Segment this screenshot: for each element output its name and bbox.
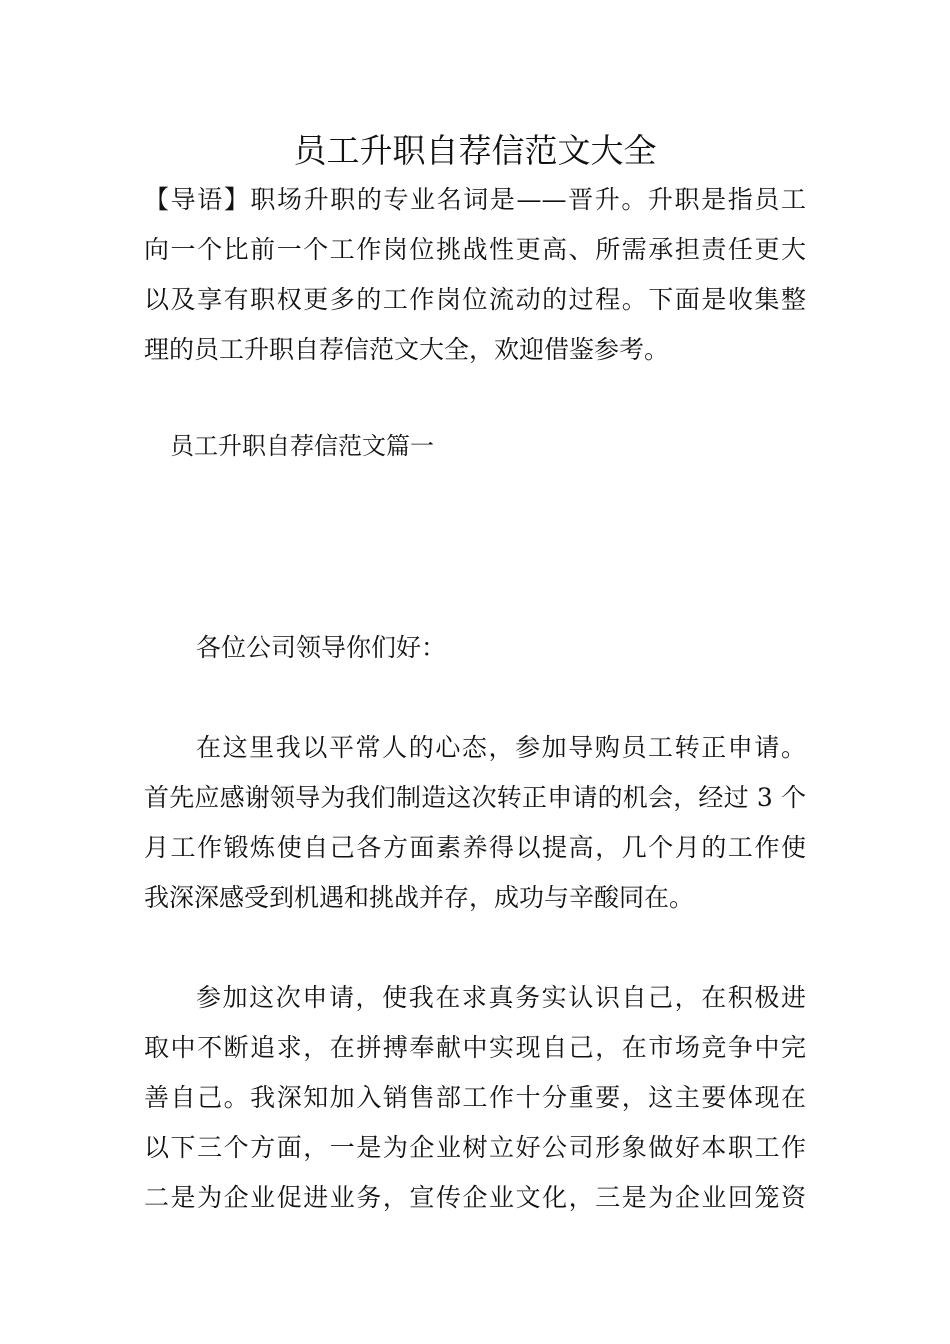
intro-line-2: 向一个比前一个工作岗位挑战性更高、所需承担责任更大 (144, 235, 806, 264)
document-title: 员工升职自荐信范文大全 (293, 131, 657, 170)
paragraph2-line-1: 参加这次申请，使我在求真务实认识自己，在积极进 (196, 983, 806, 1012)
paragraph1-line-4: 我深深感受到机遇和挑战并存，成功与辛酸同在。 (144, 883, 695, 912)
section-heading: 员工升职自荐信范文篇一 (170, 432, 434, 460)
paragraph2-line-3: 善自己。我深知加入销售部工作十分重要，这主要体现在 (144, 1083, 806, 1112)
paragraph2-line-5: 二是为企业促进业务，宣传企业文化，三是为企业回笼资 (144, 1183, 806, 1212)
paragraph2-line-4: 以下三个方面，一是为企业树立好公司形象做好本职工作 (144, 1133, 806, 1162)
intro-line-1: 【导语】职场升职的专业名词是——晋升。升职是指员工 (144, 185, 806, 214)
paragraph1-line-3: 月工作锻炼使自己各方面素养得以提高，几个月的工作使 (144, 833, 806, 862)
greeting: 各位公司领导你们好： (196, 633, 447, 662)
paragraph2-line-2: 取中不断追求，在拼搏奉献中实现自己，在市场竞争中完 (144, 1033, 806, 1062)
paragraph1-line-2: 首先应感谢领导为我们制造这次转正申请的机会，经过 3 个 (144, 783, 806, 812)
paragraph1-line-1: 在这里我以平常人的心态，参加导购员工转正申请。 (196, 733, 806, 762)
intro-line-3: 以及享有职权更多的工作岗位流动的过程。下面是收集整 (144, 285, 806, 314)
intro-line-4: 理的员工升职自荐信范文大全，欢迎借鉴参考。 (144, 335, 670, 364)
